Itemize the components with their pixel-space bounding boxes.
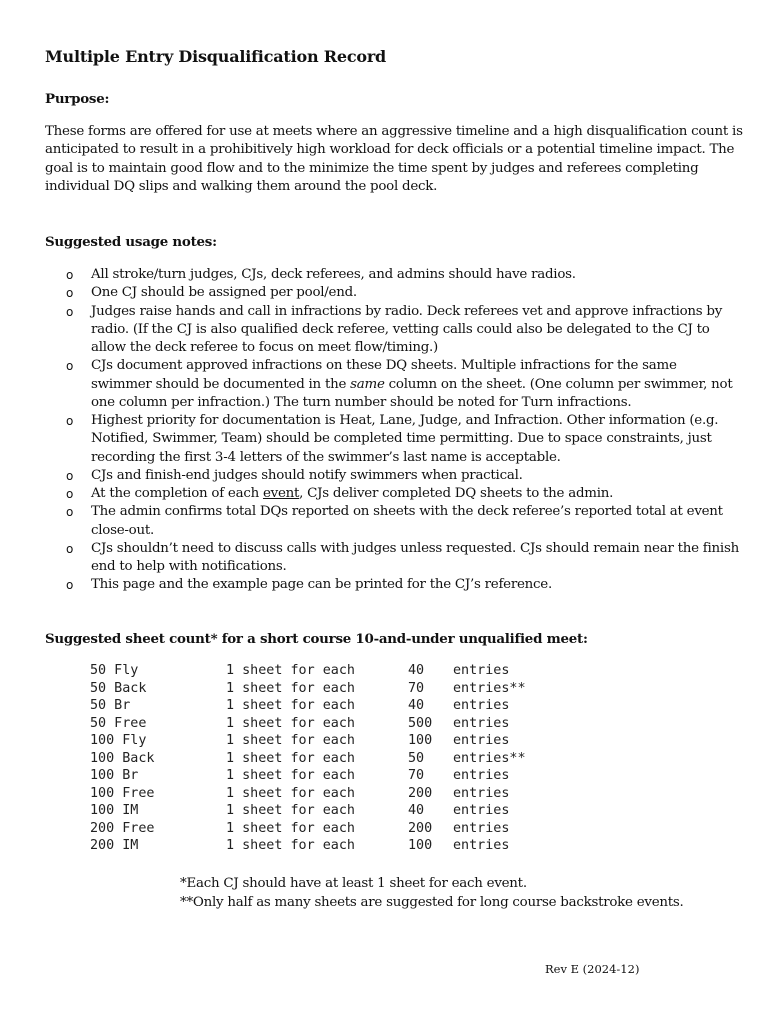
list-item xyxy=(66,357,756,412)
hollow-bullet-icon: o xyxy=(66,541,74,556)
note-text xyxy=(91,485,756,503)
table-cell-sheet: 1 sheet for each xyxy=(226,750,355,766)
hollow-bullet-icon: o xyxy=(66,468,74,483)
hollow-bullet-icon: o xyxy=(66,414,74,428)
note-text-segment: , CJs deliver completed DQ sheets to the admin. xyxy=(299,486,614,501)
note-text: Judges raise hands and call in infractions by radio. Deck referees vet and approve infractions by xyxy=(91,303,723,319)
table-cell-sheet: 1 sheet for each xyxy=(226,733,355,748)
note-text: All stroke/turn judges, CJs, deck referees, and admins should have radios. xyxy=(91,267,576,282)
table-cell-sheet: 1 sheet for each xyxy=(226,768,355,783)
table-cell-unit: entries xyxy=(453,715,510,731)
sheet-count-rows xyxy=(90,662,526,855)
list-item xyxy=(66,467,756,485)
table-cell-sheet: 1 sheet for each xyxy=(226,803,355,818)
table-cell-count: 500 xyxy=(408,715,433,731)
table-cell-unit: entries xyxy=(453,803,510,818)
note-text-segment: At the completion of each xyxy=(91,486,263,501)
underlined-text: event xyxy=(262,486,300,501)
list-item xyxy=(66,485,756,503)
table-cell-sheet: 1 sheet for each xyxy=(226,663,355,678)
table-cell-unit: entries xyxy=(453,785,510,801)
list-item xyxy=(66,266,756,284)
sheet-count-table xyxy=(90,662,526,855)
hollow-bullet-icon: o xyxy=(66,268,74,282)
revision-label: Rev E (2024-12) xyxy=(545,962,640,976)
table-cell-count: 40 xyxy=(408,698,425,713)
table-row xyxy=(90,697,526,715)
note-text: end to help with notifications. xyxy=(91,559,287,574)
table-cell-count: 100 xyxy=(408,838,433,853)
note-text: Highest priority for documentation is Heat, Lane, Judge, and Infraction. Other information (e.g. xyxy=(91,413,719,428)
note-text: CJs and finish-end judges should notify swimmers when practical. xyxy=(91,467,523,483)
footnotes xyxy=(180,875,684,912)
table-cell-count: 70 xyxy=(408,768,425,783)
table-row xyxy=(90,732,526,750)
list-item xyxy=(66,576,756,594)
table-row xyxy=(90,680,526,698)
hollow-bullet-icon: o xyxy=(66,304,74,319)
table-cell-unit: entries xyxy=(453,733,510,748)
purpose-line: anticipated to result in a prohibitively high workload for deck officials or a potential timeline impact. The xyxy=(45,142,735,158)
page-title: Multiple Entry Disqualification Record xyxy=(45,47,387,66)
note-text: This page and the example page can be printed for the CJ’s reference. xyxy=(91,577,552,593)
table-cell-event: 50 Back xyxy=(90,680,147,696)
note-text: one column per infraction.) The turn number should be noted for Turn infractions. xyxy=(91,394,632,410)
table-cell-count: 100 xyxy=(408,733,433,748)
table-cell-unit: entries** xyxy=(453,750,526,766)
hollow-bullet-icon: o xyxy=(66,286,74,301)
table-cell-sheet: 1 sheet for each xyxy=(226,680,355,696)
table-cell-event: 200 IM xyxy=(90,838,139,853)
note-text: Notified, Swimmer, Team) should be completed time permitting. Due to space constraints, just xyxy=(91,431,712,447)
table-cell-unit: entries xyxy=(453,838,510,853)
usage-notes-list xyxy=(66,266,756,595)
table-cell-unit: entries xyxy=(453,698,510,713)
table-cell-unit: entries xyxy=(453,820,510,836)
table-cell-event: 100 Free xyxy=(90,785,155,801)
hollow-bullet-icon: o xyxy=(66,505,74,520)
usage-notes-heading: Suggested usage notes: xyxy=(45,234,217,250)
note-text-segment: column on the sheet. (One column per swimmer, not xyxy=(384,376,733,392)
emphasis-text: same xyxy=(350,376,385,392)
note-text: close-out. xyxy=(91,522,154,538)
hollow-bullet-icon: o xyxy=(66,487,74,501)
table-cell-event: 100 Fly xyxy=(90,733,147,748)
table-cell-sheet: 1 sheet for each xyxy=(226,820,355,836)
list-item xyxy=(66,412,756,467)
purpose-line: goal is to maintain good flow and to the minimize the time spent by judges and referees completing xyxy=(45,160,699,176)
table-cell-event: 100 Back xyxy=(90,750,155,766)
table-cell-count: 50 xyxy=(408,750,425,766)
note-text-segment: swimmer should be documented in the xyxy=(91,376,351,392)
list-item xyxy=(66,303,756,358)
list-item xyxy=(66,540,756,577)
note-text: recording the first 3-4 letters of the swimmer’s last name is acceptable. xyxy=(91,449,561,465)
table-cell-unit: entries xyxy=(453,768,510,783)
table-cell-event: 100 IM xyxy=(90,803,139,818)
list-item xyxy=(66,284,756,302)
table-cell-event: 50 Br xyxy=(90,698,131,713)
table-row xyxy=(90,802,526,820)
purpose-heading: Purpose: xyxy=(45,91,110,107)
purpose-line: individual DQ slips and walking them around the pool deck. xyxy=(45,178,438,194)
note-text: CJs document approved infractions on these DQ sheets. Multiple infractions for the same xyxy=(91,358,677,374)
table-row xyxy=(90,715,526,733)
table-cell-count: 200 xyxy=(408,820,433,836)
footnote: **Only half as many sheets are suggested for long course backstroke events. xyxy=(180,894,684,910)
table-row xyxy=(90,767,526,785)
table-cell-count: 40 xyxy=(408,803,425,818)
note-text: CJs shouldn’t need to discuss calls with judges unless requested. CJs should remain near the finish xyxy=(91,540,739,556)
table-cell-count: 40 xyxy=(408,663,425,678)
table-cell-sheet: 1 sheet for each xyxy=(226,838,355,853)
note-text: radio. (If the CJ is also qualified deck referee, vetting calls could also be delegated to the CJ to xyxy=(91,321,710,337)
note-text: One CJ should be assigned per pool/end. xyxy=(91,285,357,301)
table-cell-sheet: 1 sheet for each xyxy=(226,698,355,713)
table-cell-event: 100 Br xyxy=(90,768,139,783)
table-row xyxy=(90,662,526,680)
table-row xyxy=(90,750,526,768)
list-item xyxy=(66,503,756,540)
table-cell-event: 50 Fly xyxy=(90,663,139,678)
note-text: The admin confirms total DQs reported on sheets with the deck referee’s reported total at event xyxy=(91,504,723,520)
table-row xyxy=(90,785,526,803)
table-row xyxy=(90,837,526,855)
table-cell-unit: entries xyxy=(453,663,510,678)
hollow-bullet-icon: o xyxy=(66,578,74,593)
purpose-line: These forms are offered for use at meets where an aggressive timeline and a high disqualification count is xyxy=(45,124,743,139)
table-cell-event: 200 Free xyxy=(90,820,155,836)
note-text xyxy=(91,376,756,394)
table-cell-count: 70 xyxy=(408,680,425,696)
table-row xyxy=(90,820,526,838)
hollow-bullet-icon: o xyxy=(66,359,74,374)
table-cell-sheet: 1 sheet for each xyxy=(226,785,355,801)
footnote: *Each CJ should have at least 1 sheet for each event. xyxy=(180,876,527,891)
table-cell-sheet: 1 sheet for each xyxy=(226,715,355,731)
table-cell-unit: entries** xyxy=(453,680,526,696)
purpose-paragraph xyxy=(45,123,745,196)
table-cell-count: 200 xyxy=(408,785,433,801)
note-text: allow the deck referee to focus on meet flow/timing.) xyxy=(91,340,439,355)
table-cell-event: 50 Free xyxy=(90,715,147,731)
sheet-count-heading: Suggested sheet count* for a short course 10-and-under unqualified meet: xyxy=(45,631,588,647)
